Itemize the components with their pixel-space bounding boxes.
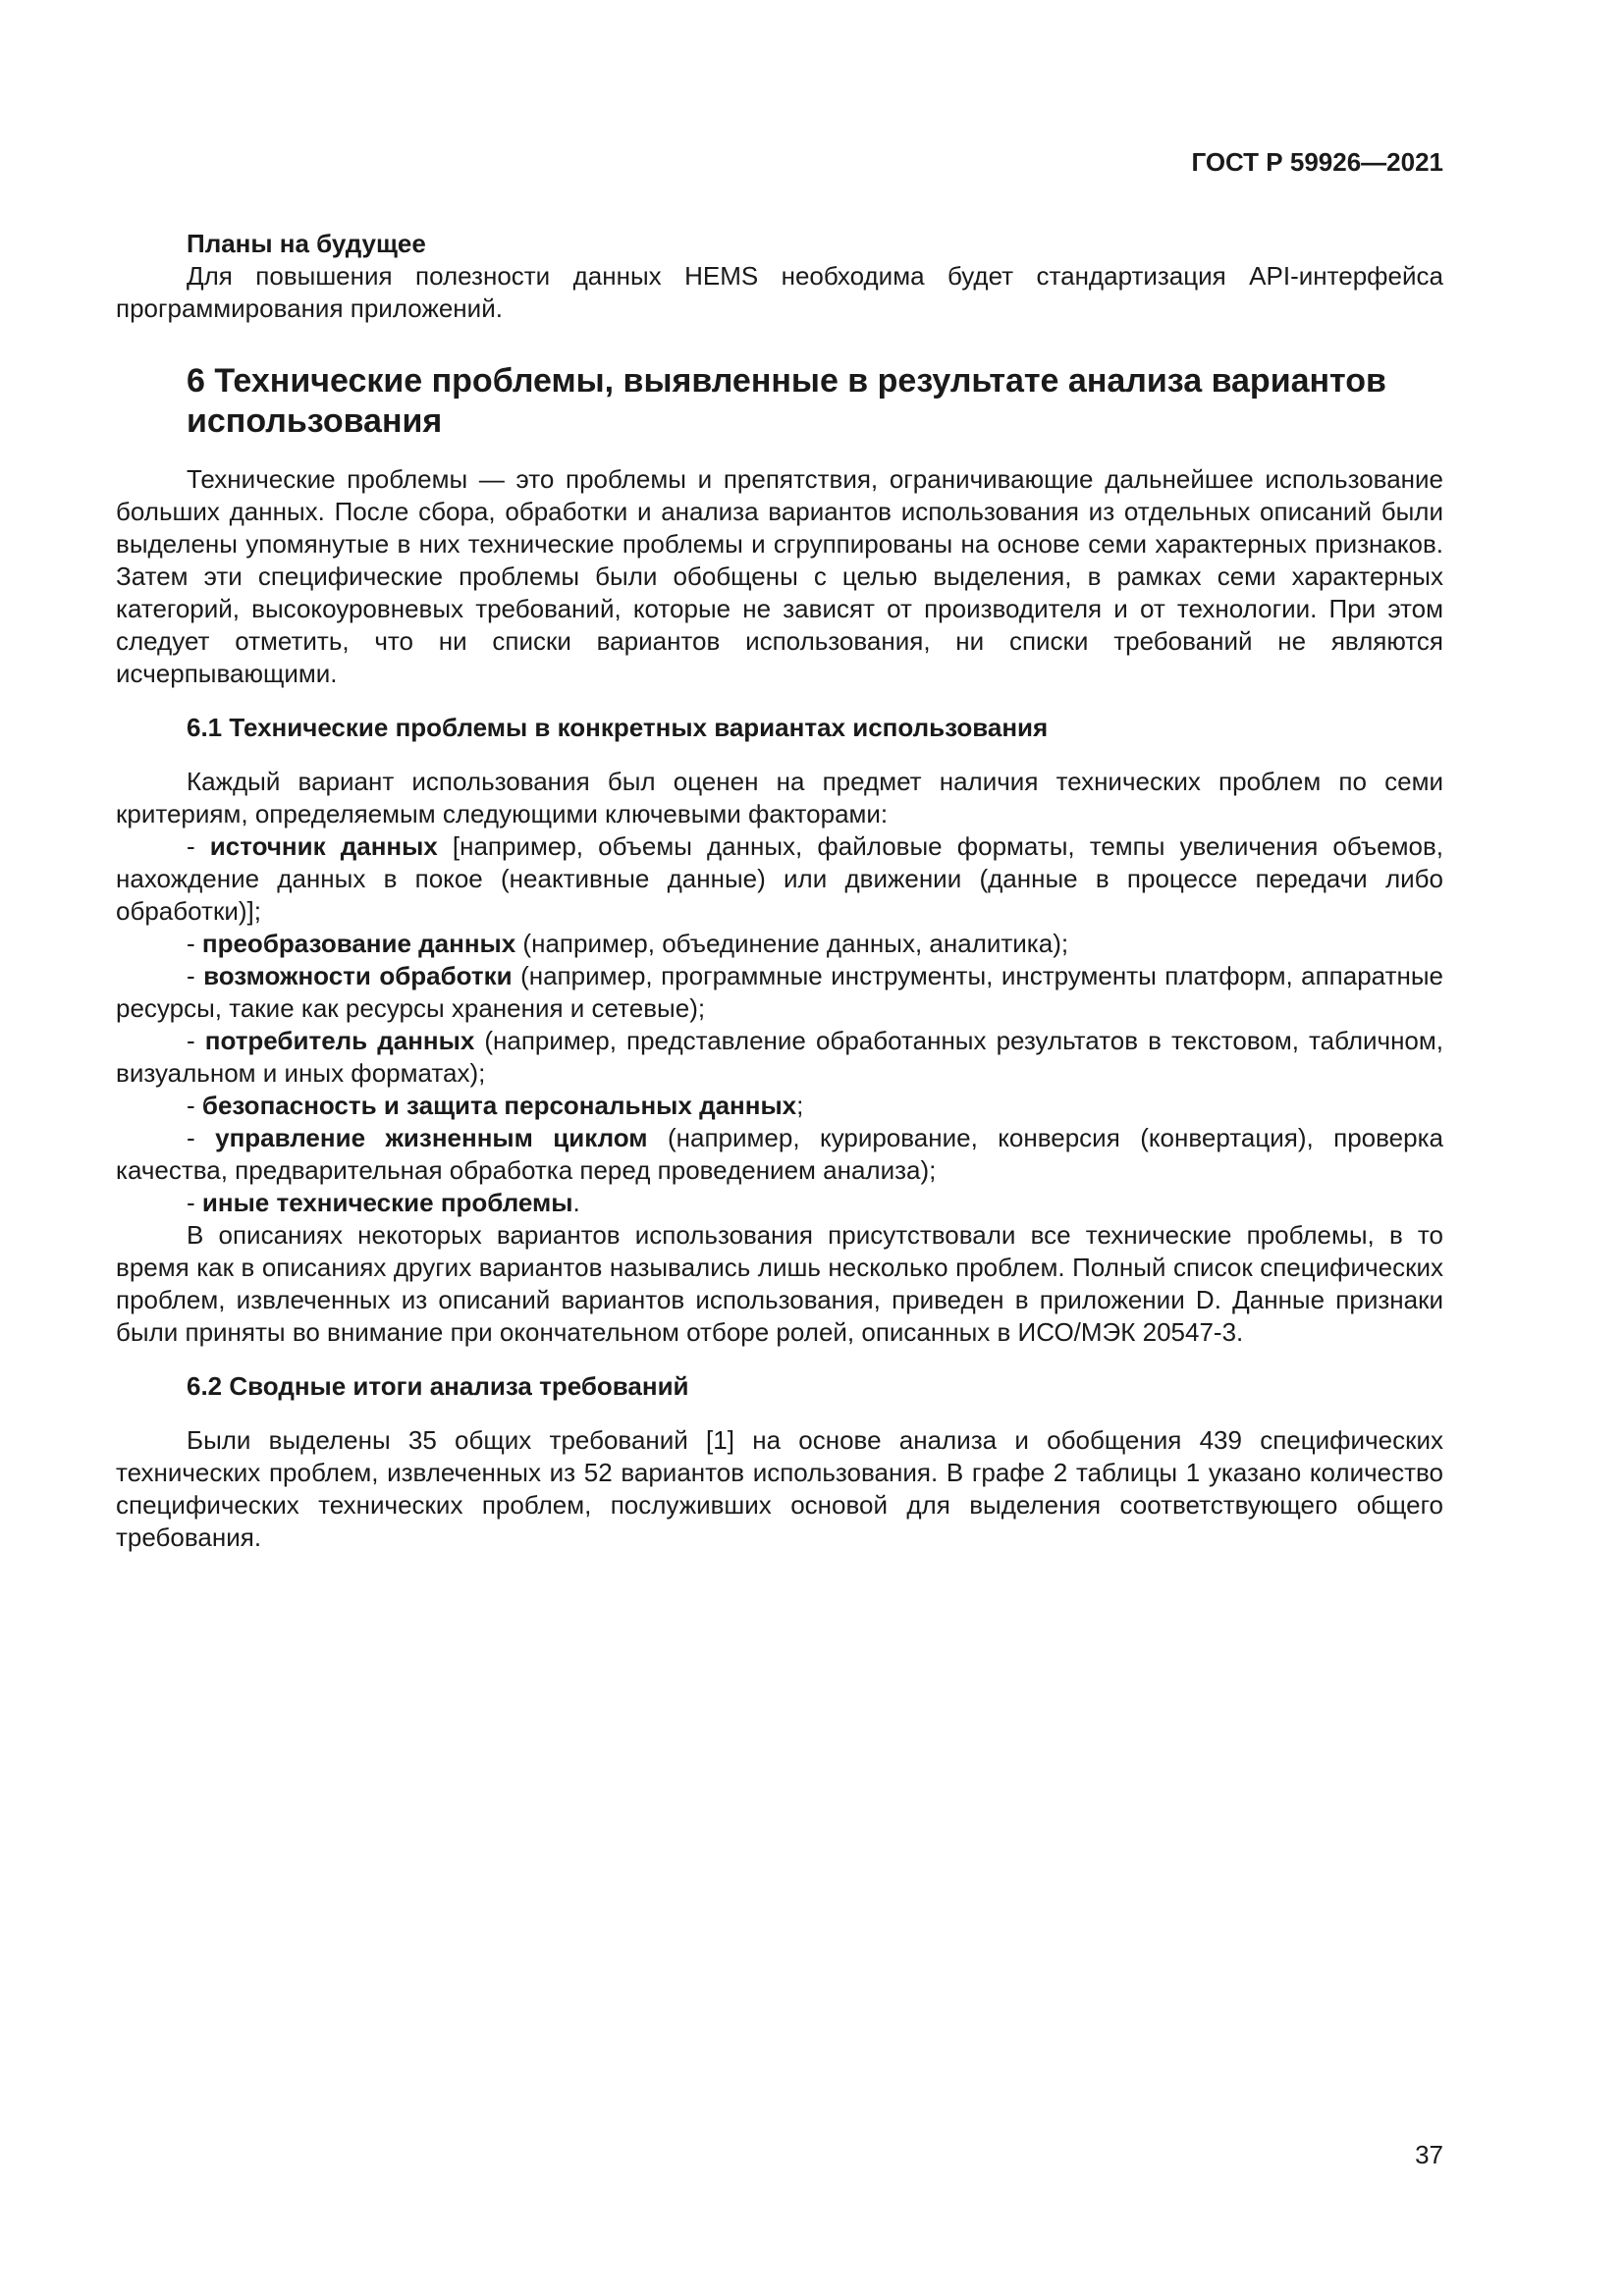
section-6-1-heading: 6.1 Технические проблемы в конкретных вариантах использования: [187, 713, 1049, 742]
section-6-paragraph: Технические проблемы — это проблемы и препятствия, ограничивающие дальнейшее использование больших данных. После сбора, обработки и анализа вариантов использования из отдельных описаний были выделены упомянутые в них технические проблемы и сгруппированы на основе семи характерных признаков. Затем эти специфические проблемы были обобщены с целью выделения, в рамках семи характерных категорий, высокоуровневых требований, которые не зависят от производителя и от технологии. При этом следует отметить, что ни списки вариантов использования, ни списки требований не являются исчерпывающими.: [116, 464, 1443, 688]
list-item: - управление жизненным циклом (например, курирование, конверсия (конвертация), проверка качества, предварительная обработка перед проведением анализа);: [116, 1123, 1443, 1185]
page-number: 37: [1415, 2140, 1443, 2169]
document-code: ГОСТ Р 59926—2021: [1191, 147, 1443, 177]
list-item-term: управление жизненным циклом: [215, 1123, 648, 1152]
list-item-term: безопасность и защита персональных данных: [201, 1091, 797, 1120]
list-item-term: возможности обработки: [203, 961, 513, 990]
page-content: [116, 228, 1443, 1554]
section-6-2-heading: 6.2 Сводные итоги анализа требований: [187, 1371, 689, 1401]
list-item: - преобразование данных (например, объединение данных, аналитика);: [187, 929, 1069, 958]
list-item-term: потребитель данных: [204, 1026, 475, 1055]
list-item: - безопасность и защита персональных данных;: [187, 1091, 804, 1120]
list-item: - иные технические проблемы.: [187, 1188, 580, 1217]
list-item-term: иные технические проблемы: [201, 1188, 573, 1217]
list-item: - источник данных [например, объемы данных, файловые форматы, темпы увеличения объемов, нахождение данных в покое (неактивные данные) или движении (данные в процессе передачи либо обработки)];: [116, 831, 1443, 926]
section-6-2-paragraph: Были выделены 35 общих требований [1] на основе анализа и обобщения 439 специфических технических проблем, извлеченных из 52 вариантов использования. В графе 2 таблицы 1 указано количество специфических технических проблем, послуживших основой для выделения соответствующего общего требования.: [116, 1425, 1443, 1552]
section-6-1-intro: Каждый вариант использования был оценен на предмет наличия технических проблем по семи критериям, определяемым следующими ключевыми факторами:: [116, 767, 1443, 828]
list-item: - потребитель данных (например, представление обработанных результатов в текстовом, табличном, визуальном и иных форматах);: [116, 1026, 1443, 1088]
list-item-term: преобразование данных: [201, 929, 516, 958]
list-item: - возможности обработки (например, программные инструменты, инструменты платформ, аппаратные ресурсы, такие как ресурсы хранения и сетевые);: [116, 961, 1443, 1023]
plans-heading: Планы на будущее: [187, 229, 426, 258]
list-item-term: источник данных: [209, 831, 438, 861]
section-6-heading: 6 Технические проблемы, выявленные в результате анализа вариантов использования: [187, 362, 1386, 440]
plans-paragraph: Для повышения полезности данных HEMS необходима будет стандартизация API-интерфейса программирования приложений.: [116, 261, 1443, 323]
section-6-1-closing: В описаниях некоторых вариантов использования присутствовали все технические проблемы, в то время как в описаниях других вариантов назывались лишь несколько проблем. Полный список специфических проблем, извлеченных из описаний вариантов использования, приведен в приложении D. Данные признаки были приняты во внимание при окончательном отборе ролей, описанных в ИСО/МЭК 20547-3.: [116, 1220, 1443, 1347]
